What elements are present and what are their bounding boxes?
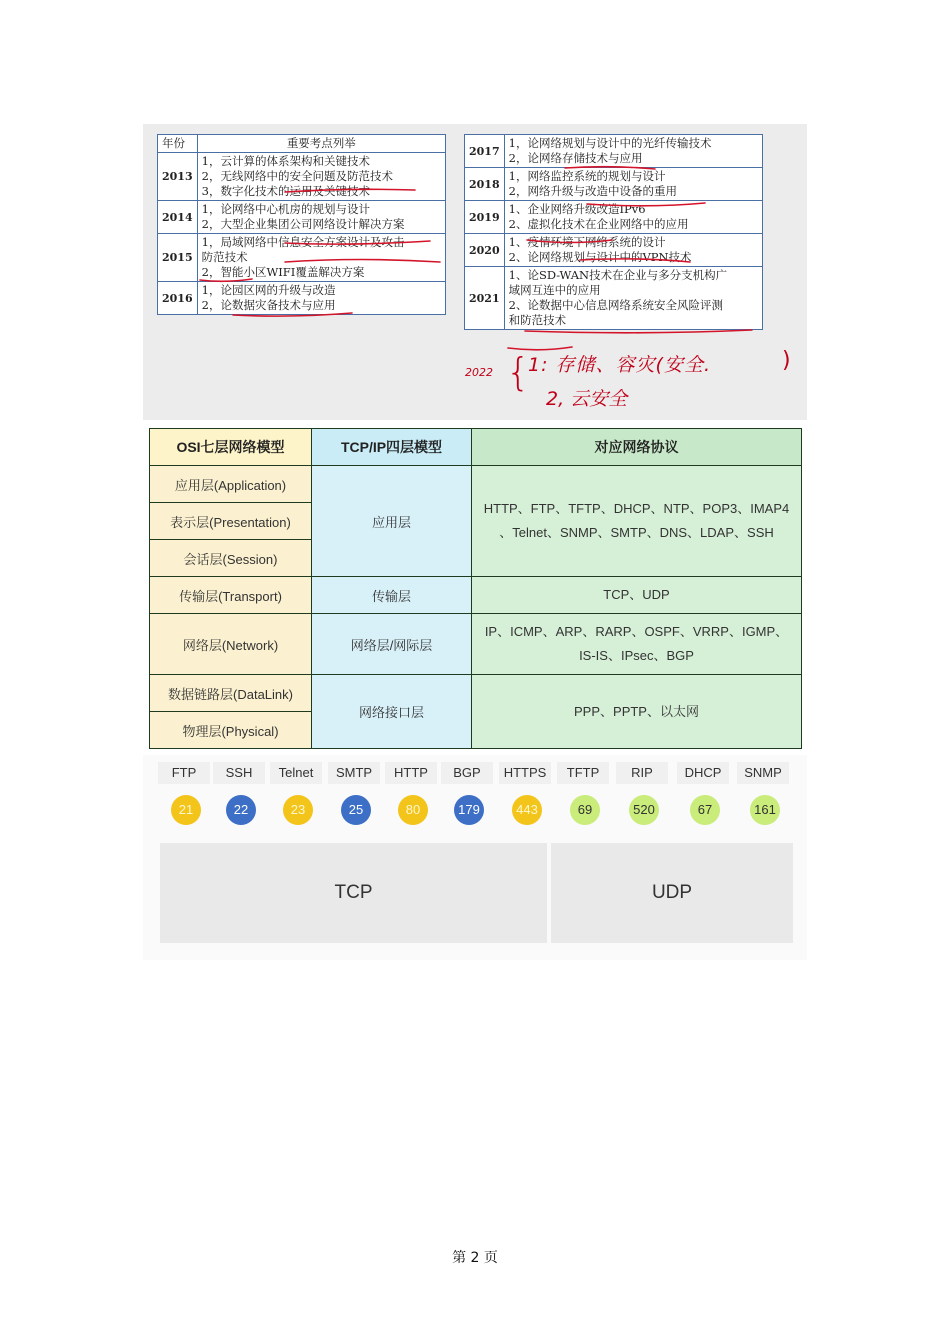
protocol-line: HTTP、FTP、TFTP、DHCP、NTP、POP3、IMAP4 xyxy=(483,501,790,516)
protocol-label: FTP xyxy=(158,762,210,784)
tcp-box: TCP xyxy=(160,843,547,943)
year-cell: 2019 xyxy=(465,201,505,234)
protocol-line: 、Telnet、SNMP、SMTP、DNS、LDAP、SSH xyxy=(499,525,774,540)
port-number-badge: 25 xyxy=(341,795,371,825)
handwritten-year: 2022 xyxy=(465,366,493,379)
topic-item: 2，论网络存储技术与应用 xyxy=(508,151,643,165)
port-number-badge: 161 xyxy=(750,795,780,825)
header-protocols: 对应网络协议 xyxy=(472,429,802,466)
topic-item: 2、虚拟化技术在企业网络中的应用 xyxy=(508,217,689,231)
port-number-badge: 69 xyxy=(570,795,600,825)
year-cell: 2021 xyxy=(465,267,505,330)
header-tcpip: TCP/IP四层模型 xyxy=(312,429,472,466)
port-number-badge: 23 xyxy=(283,795,313,825)
osi-layer: 表示层(Presentation) xyxy=(150,503,312,540)
topic-item: 1、企业网络升级改造IPv6 xyxy=(508,202,646,216)
protocol-label: SMTP xyxy=(328,762,380,784)
year-cell: 2017 xyxy=(465,135,505,168)
year-cell: 2015 xyxy=(158,234,198,282)
topic-item: 1、疫情环境下网络系统的设计 xyxy=(508,235,666,249)
topic-item: 1，论网络中心机房的规划与设计 xyxy=(201,202,370,216)
osi-layer: 传输层(Transport) xyxy=(150,577,312,614)
year-cell: 2013 xyxy=(158,153,198,201)
header-osi: OSI七层网络模型 xyxy=(150,429,312,466)
topic-item: 1，局域网络中信息安全方案设计及攻击 xyxy=(201,235,405,249)
handwritten-underlines xyxy=(0,0,950,420)
page-number: 第 2 页 xyxy=(452,1250,498,1266)
tcpip-layer: 网络层/网际层 xyxy=(312,614,472,675)
protocol-label: Telnet xyxy=(270,762,322,784)
handwritten-brace: { xyxy=(506,350,531,394)
protocol-line: TCP、UDP xyxy=(603,587,670,602)
topic-item: 3，数字化技术的运用及关键技术 xyxy=(201,184,370,198)
port-number-badge: 179 xyxy=(454,795,484,825)
tcpip-layer: 网络接口层 xyxy=(312,675,472,749)
port-number-badge: 22 xyxy=(226,795,256,825)
port-number-badge: 21 xyxy=(171,795,201,825)
port-number-badge: 520 xyxy=(629,795,659,825)
osi-layer: 数据链路层(DataLink) xyxy=(150,675,312,712)
port-number-badge: 443 xyxy=(512,795,542,825)
table-row xyxy=(150,675,802,712)
osi-layer: 物理层(Physical) xyxy=(150,712,312,749)
protocol-label: BGP xyxy=(441,762,493,784)
topic-item: 2、论数据中心信息网络系统安全风险评测 xyxy=(508,298,723,312)
protocol-cell xyxy=(472,675,802,749)
osi-layer: 应用层(Application) xyxy=(150,466,312,503)
protocol-cell xyxy=(472,614,802,675)
year-cell: 2018 xyxy=(465,168,505,201)
topic-item: 1，论网络规划与设计中的光纤传输技术 xyxy=(508,136,712,150)
handwritten-note-1: 1: 存储、容灾(安全. xyxy=(528,354,711,376)
osi-layer: 会话层(Session) xyxy=(150,540,312,577)
protocol-label: TFTP xyxy=(557,762,609,784)
protocol-line: IP、ICMP、ARP、RARP、OSPF、VRRP、IGMP、 xyxy=(484,624,789,639)
protocol-line: PPP、PPTP、以太网 xyxy=(574,703,699,719)
handwritten-note-2: 2, 云安全 xyxy=(546,388,628,410)
topic-item: 2、论网络规划与设计中的VPN技术 xyxy=(508,250,692,264)
topic-item: 2，大型企业集团公司网络设计解决方案 xyxy=(201,217,405,231)
year-cell: 2016 xyxy=(158,282,198,315)
topic-item: 防范技术 xyxy=(201,250,248,264)
table-row xyxy=(150,466,802,503)
protocol-label: RIP xyxy=(616,762,668,784)
topic-item: 和防范技术 xyxy=(508,313,567,327)
header-topics: 重要考点列举 xyxy=(197,135,445,153)
protocol-cell xyxy=(472,466,802,577)
table-row xyxy=(150,614,802,675)
table-row xyxy=(150,577,802,614)
topic-item: 1、论SD-WAN技术在企业与多分支机构广 xyxy=(508,268,728,282)
topic-item: 域网互连中的应用 xyxy=(508,283,601,297)
tcpip-layer: 传输层 xyxy=(312,577,472,614)
handwritten-paren: ) xyxy=(782,348,791,373)
year-cell: 2014 xyxy=(158,201,198,234)
protocol-label: HTTPS xyxy=(499,762,551,784)
protocol-line: IS-IS、IPsec、BGP xyxy=(579,648,694,663)
protocol-label: SNMP xyxy=(737,762,789,784)
udp-box: UDP xyxy=(551,843,793,943)
year-cell: 2020 xyxy=(465,234,505,267)
tcpip-layer: 应用层 xyxy=(312,466,472,577)
topic-item: 2，论数据灾备技术与应用 xyxy=(201,298,336,312)
topic-item: 2，智能小区WIFI覆盖解决方案 xyxy=(201,265,365,279)
header-year: 年份 xyxy=(158,135,198,153)
topic-item: 1，论园区网的升级与改造 xyxy=(201,283,336,297)
topic-item: 2，网络升级与改造中设备的重用 xyxy=(508,184,677,198)
topic-item: 1，网络监控系统的规划与设计 xyxy=(508,169,666,183)
port-number-badge: 67 xyxy=(690,795,720,825)
osi-tcpip-table xyxy=(149,428,802,749)
port-number-badge: 80 xyxy=(398,795,428,825)
protocol-label: SSH xyxy=(213,762,265,784)
topic-item: 2，无线网络中的安全问题及防范技术 xyxy=(201,169,393,183)
osi-layer: 网络层(Network) xyxy=(150,614,312,675)
topic-item: 1，云计算的体系架构和关键技术 xyxy=(201,154,370,168)
protocol-label: DHCP xyxy=(677,762,729,784)
protocol-cell xyxy=(472,577,802,614)
protocol-label: HTTP xyxy=(385,762,437,784)
